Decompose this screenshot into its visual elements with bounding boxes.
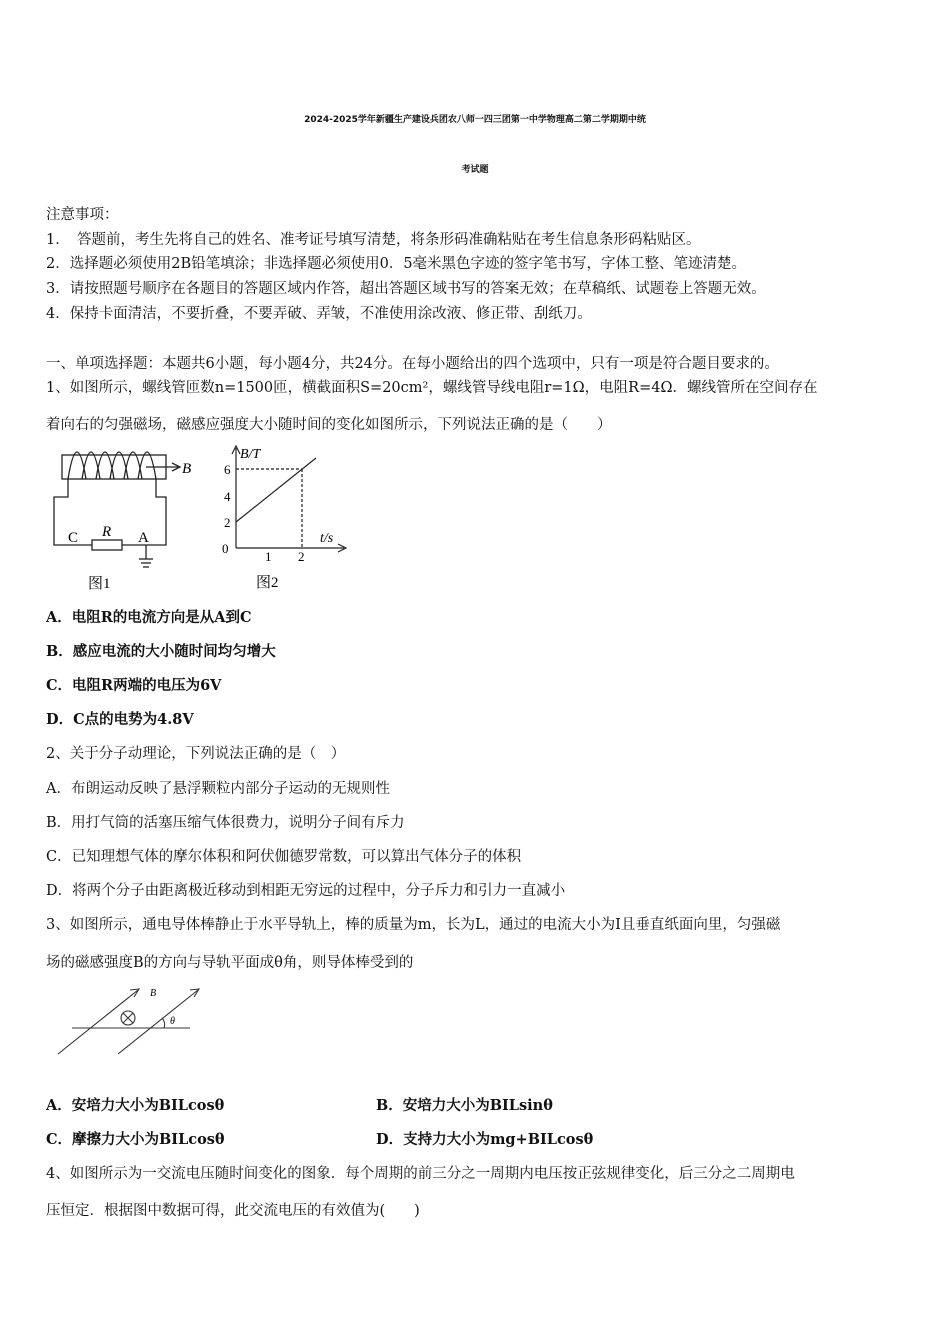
q4-stem-line2: 压恒定．根据图中数据可得，此交流电压的有效值为( ) <box>46 1203 420 1219</box>
resistor-R <box>92 540 122 550</box>
notice-item-1: 1． 答题前，考生先将自己的姓名、准考证号填写清楚，将条形码准确粘贴在考生信息条形码粘贴区。 <box>46 232 701 248</box>
fig2-ytick-4: 4 <box>224 489 231 504</box>
q2-stem: 2、关于分子动理论，下列说法正确的是（ ） <box>46 746 346 762</box>
q1-option-d: D．C点的电势为4.8V <box>46 711 194 728</box>
fig2-xtick-2: 2 <box>298 549 305 564</box>
section1-heading: 一、单项选择题：本题共6小题，每小题4分，共24分。在每小题给出的四个选项中，只有一项是符合题目要求的。 <box>46 356 779 372</box>
q1-stem-line2: 着向右的匀强磁场，磁感应强度大小随时间的变化如图所示，下列说法正确的是（ ） <box>46 417 612 433</box>
notice-item-2: 2．选择题必须使用2B铅笔填涂；非选择题必须使用0．5毫米黑色字迹的签字笔书写，字体工整、笔迹清楚。 <box>46 256 747 272</box>
q1-stem-line1: 1、如图所示，螺线管匝数n=1500匝，横截面积S=20cm²，螺线管导线电阻r=1Ω，电阻R=4Ω．螺线管所在空间存在 <box>46 380 818 396</box>
q3-label-B: B <box>150 988 157 999</box>
notice-item-4: 4．保持卡面清洁，不要折叠，不要弄破、弄皱，不准使用涂改液、修正带、刮纸刀。 <box>46 306 592 322</box>
q3-option-b: B．安培力大小为BILsinθ <box>376 1097 553 1114</box>
fig2-ylabel: B/T <box>240 447 261 462</box>
q3-option-d: D．支持力大小为mg+BILcosθ <box>376 1131 594 1148</box>
q3-label-theta: θ <box>170 1016 175 1027</box>
fig2-xlabel: t/s <box>320 531 334 546</box>
paper-title-line2: 考试题 <box>461 165 489 175</box>
fig2-origin: 0 <box>222 541 229 556</box>
q1-option-b: B．感应电流的大小随时间均匀增大 <box>46 643 276 660</box>
fig2-xtick-1: 1 <box>265 549 272 564</box>
fig1-label-B: B <box>182 461 192 477</box>
notice-item-3: 3．请按照题号顺序在各题目的答题区域内作答，超出答题区域书写的答案无效；在草稿纸、试题卷上答题无效。 <box>46 281 766 297</box>
fig2-ytick-6: 6 <box>224 462 231 477</box>
q3-stem-line1: 3、如图所示，通电导体棒静止于水平导轨上，棒的质量为m，长为L，通过的电流大小为I且垂直纸面向里，匀强磁 <box>46 917 781 933</box>
theta-arc <box>162 1018 165 1028</box>
q2-option-b: B．用打气筒的活塞压缩气体很费力，说明分子间有斥力 <box>46 815 405 831</box>
q2-option-d: D．将两个分子由距离极近移动到相距无穷远的过程中，分子斥力和引力一直减小 <box>46 883 566 899</box>
b-field-line <box>58 990 138 1054</box>
q2-option-a: A．布朗运动反映了悬浮颗粒内部分子运动的无规则性 <box>46 781 390 797</box>
fig2-ytick-2: 2 <box>224 515 231 530</box>
fig1-label-C: C <box>68 530 79 546</box>
b-field-line <box>118 990 198 1054</box>
q1-option-c: C．电阻R两端的电压为6V <box>46 677 222 694</box>
q3-option-c: C．摩擦力大小为BILcosθ <box>46 1131 225 1148</box>
b-t-data-line <box>236 458 316 522</box>
q1-figure-2 <box>210 442 350 597</box>
fig1-label-R: R <box>102 524 112 540</box>
q4-stem-line1: 4、如图所示为一交流电压随时间变化的图象．每个周期的前三分之一周期内电压按正弦规律变化，后三分之二周期电 <box>46 1166 795 1182</box>
fig1-caption: 图1 <box>88 576 111 592</box>
fig2-caption: 图2 <box>256 575 279 591</box>
fig1-label-A: A <box>138 530 149 546</box>
q1-option-a: A．电阻R的电流方向是从A到C <box>46 609 252 626</box>
q3-option-a: A．安培力大小为BILcosθ <box>46 1097 225 1114</box>
paper-title-line1: 2024-2025学年新疆生产建设兵团农八师一四三团第一中学物理高二第二学期期中统 <box>304 115 646 125</box>
q2-option-c: C．已知理想气体的摩尔体积和阿伏伽德罗常数，可以算出气体分子的体积 <box>46 849 522 865</box>
q3-figure <box>50 978 210 1060</box>
q1-figure-1 <box>46 445 206 595</box>
notice-heading: 注意事项： <box>46 207 119 223</box>
q3-stem-line2: 场的磁感强度B的方向与导轨平面成θ角，则导体棒受到的 <box>46 955 414 971</box>
